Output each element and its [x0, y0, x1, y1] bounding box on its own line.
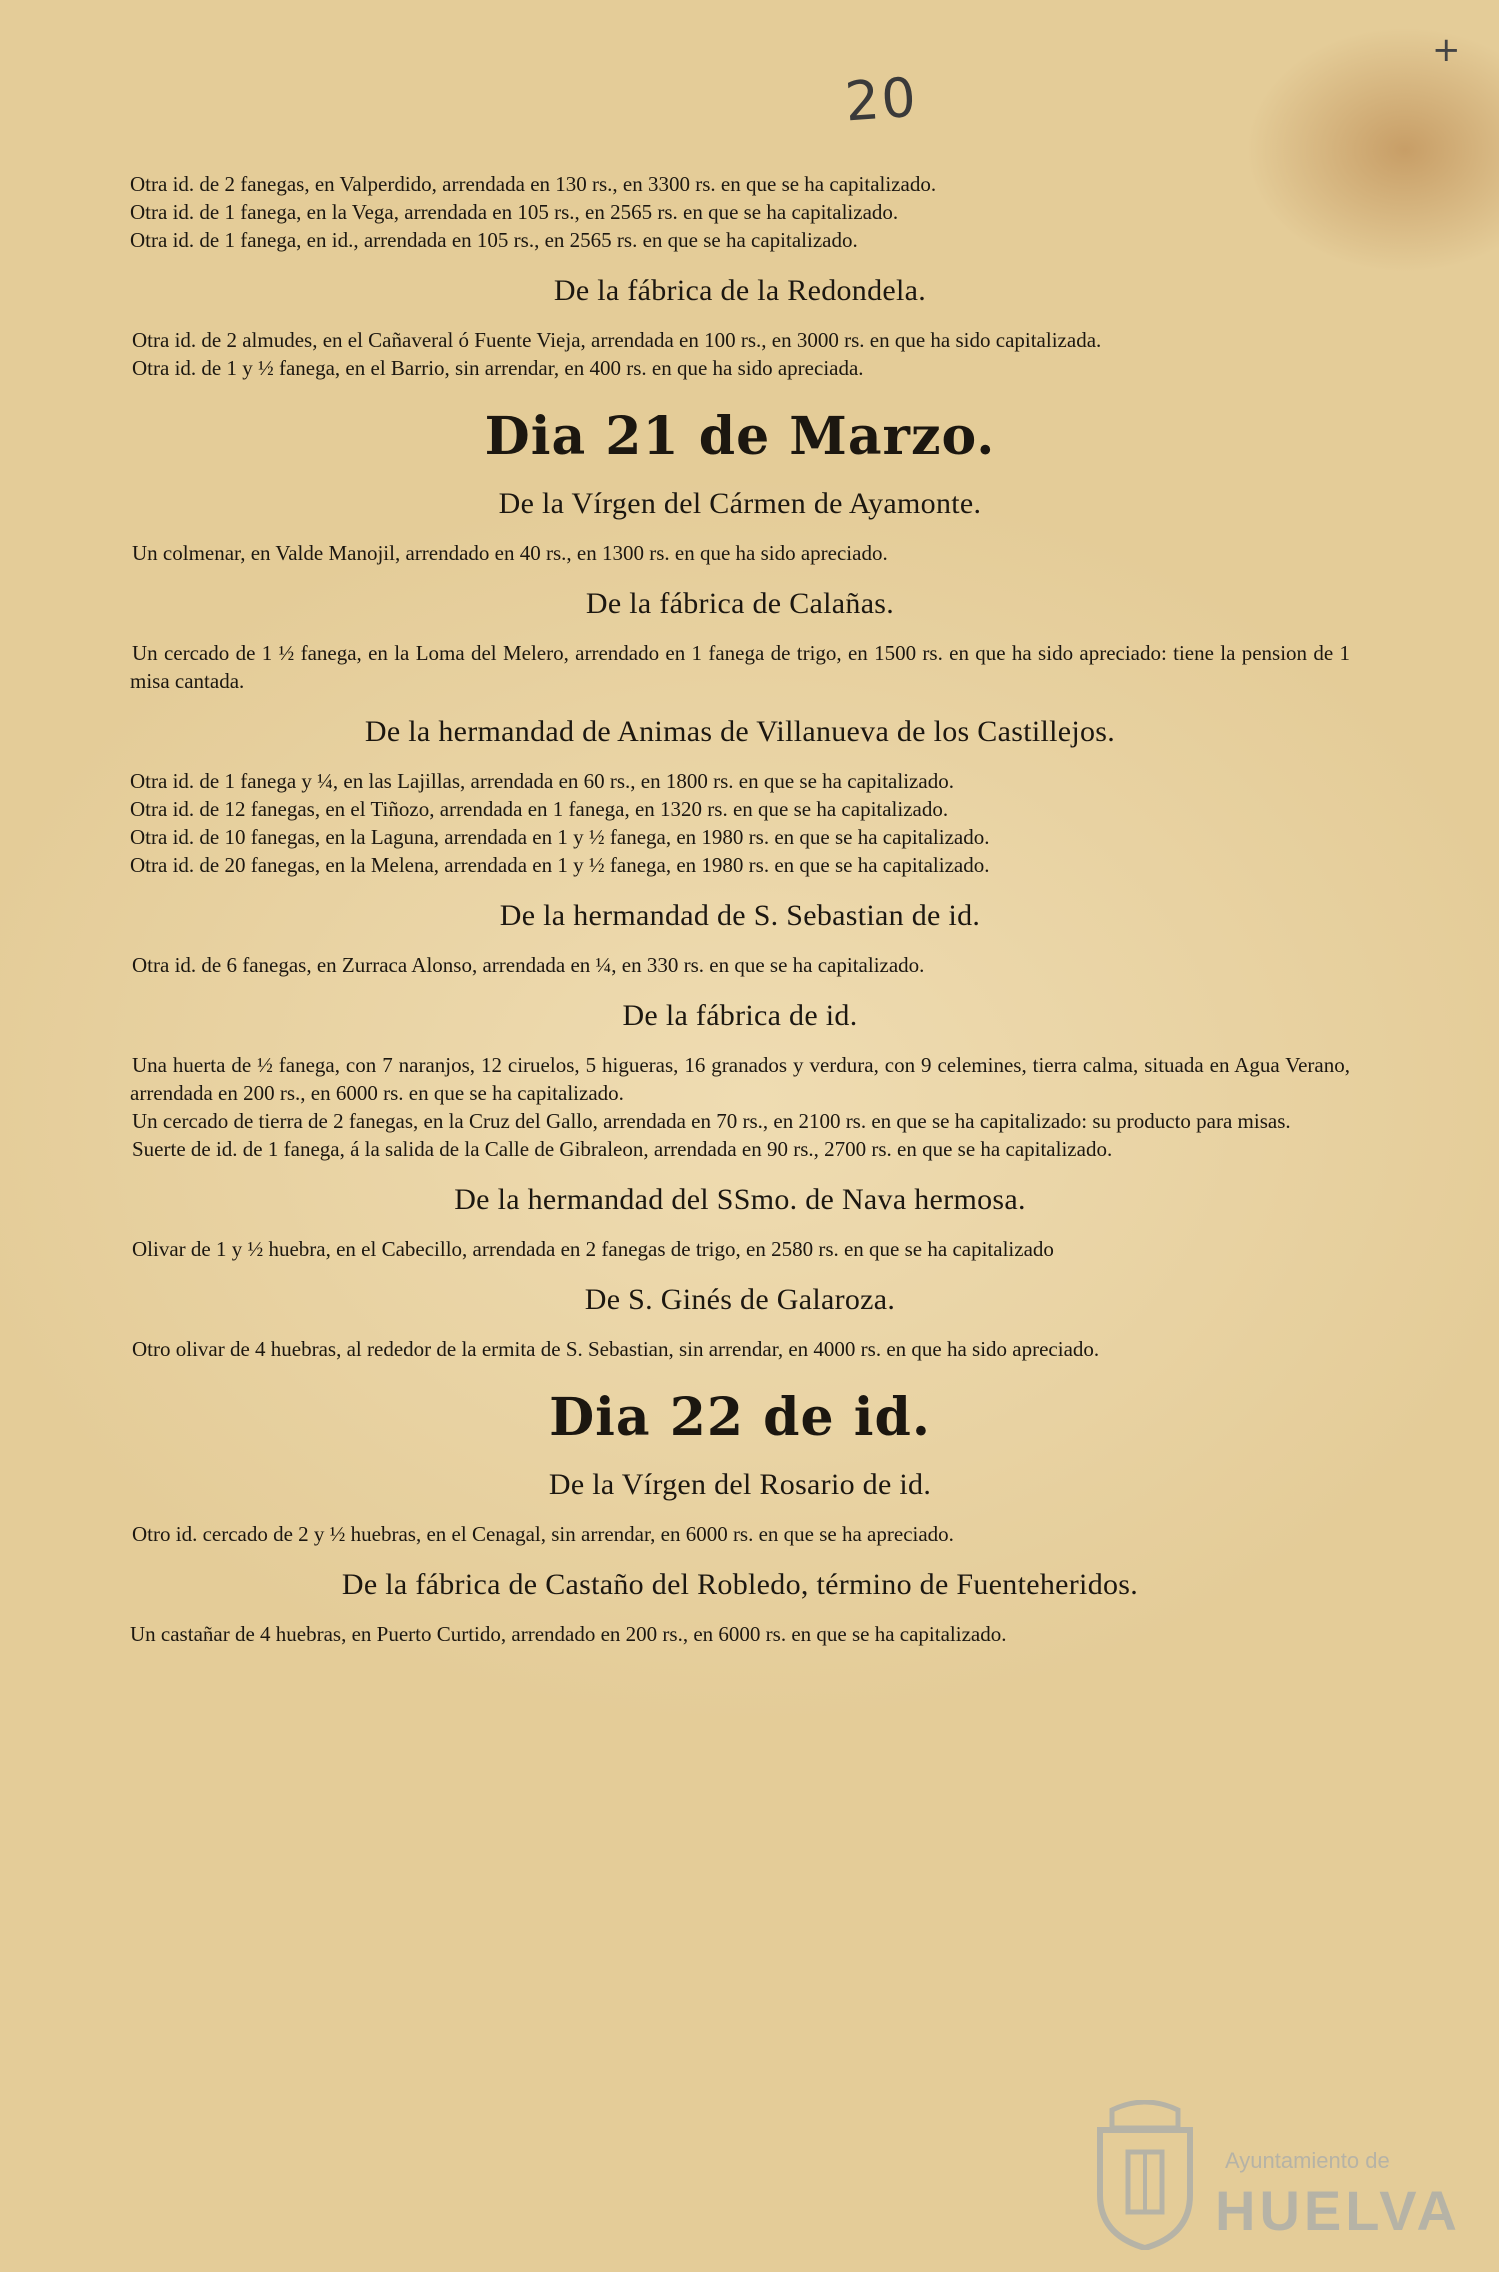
section-heading: De la Vírgen del Rosario de id.: [548, 1468, 932, 1501]
watermark-line-2: HUELVA: [1215, 2179, 1461, 2242]
property-entry: Otra id. de 2 fanegas, en Valperdido, arrendada en 130 rs., en 3300 rs. en que se ha capitalizado.: [130, 172, 937, 196]
section-heading: De la fábrica de id.: [622, 999, 858, 1032]
document-body: [130, 170, 1350, 1648]
property-entry: Otro id. cercado de 2 y ½ huebras, en el Cenagal, sin arrendar, en 6000 rs. en que se ha apreciado.: [132, 1522, 954, 1546]
archive-watermark: [1090, 2100, 1461, 2250]
section-heading: De S. Ginés de Galaroza.: [584, 1283, 896, 1316]
property-entry: Un cercado de 1 ½ fanega, en la Loma del Melero, arrendado en 1 fanega de trigo, en 1500 rs. en que ha sido apreciado: tiene la pension de 1 misa cantada.: [130, 641, 1350, 693]
property-entry: Un colmenar, en Valde Manojil, arrendado en 40 rs., en 1300 rs. en que ha sido apreciado.: [132, 541, 888, 565]
property-entry: Otra id. de 6 fanegas, en Zurraca Alonso, arrendada en ¼, en 330 rs. en que se ha capitalizado.: [132, 953, 925, 977]
section-heading: De la hermandad de Animas de Villanueva de los Castillejos.: [364, 715, 1116, 748]
property-entry: Otra id. de 2 almudes, en el Cañaveral ó Fuente Vieja, arrendada en 100 rs., en 3000 rs. en que ha sido capitalizada.: [132, 328, 1102, 352]
day-heading: Dia 21 de Marzo.: [484, 406, 996, 467]
property-entry: Otra id. de 12 fanegas, en el Tiñozo, arrendada en 1 fanega, en 1320 rs. en que se ha capitalizado.: [130, 797, 949, 821]
property-entry: Otra id. de 10 fanegas, en la Laguna, arrendada en 1 y ½ fanega, en 1980 rs. en que se ha capitalizado.: [130, 825, 990, 849]
property-entry: Un castañar de 4 huebras, en Puerto Curtido, arrendado en 200 rs., en 6000 rs. en que se ha capitalizado.: [130, 1622, 1007, 1646]
section-heading: De la hermandad del SSmo. de Nava hermosa.: [454, 1183, 1026, 1216]
section-heading: De la fábrica de Calañas.: [585, 587, 895, 620]
property-entry: Olivar de 1 y ½ huebra, en el Cabecillo, arrendada en 2 fanegas de trigo, en 2580 rs. en que se ha capitalizado: [132, 1237, 1054, 1261]
folio-number: 20: [842, 65, 920, 134]
property-entry: Otra id. de 1 fanega, en id., arrendada en 105 rs., en 2565 rs. en que se ha capitalizado.: [130, 228, 858, 252]
property-entry: Otra id. de 20 fanegas, en la Melena, arrendada en 1 y ½ fanega, en 1980 rs. en que se ha capitalizado.: [130, 853, 990, 877]
section-heading: De la Vírgen del Cármen de Ayamonte.: [498, 487, 982, 520]
corner-mark: +: [1432, 30, 1461, 70]
property-entry: Otra id. de 1 fanega y ¼, en las Lajillas, arrendada en 60 rs., en 1800 rs. en que se ha capitalizado.: [130, 769, 954, 793]
day-heading: Dia 22 de id.: [549, 1387, 931, 1448]
property-entry: Otro olivar de 4 huebras, al rededor de la ermita de S. Sebastian, sin arrendar, en 4000 rs. en que ha sido apreciado.: [132, 1337, 1100, 1361]
property-entry: Una huerta de ½ fanega, con 7 naranjos, 12 ciruelos, 5 higueras, 16 granados y verdura, con 9 celemines, tierra calma, situada en Agua Verano, arrendada en 200 rs., en 6000 rs. en que se ha capitalizado.: [130, 1053, 1350, 1105]
section-heading: De la fábrica de la Redondela.: [553, 274, 927, 307]
coat-of-arms-icon: [1090, 2100, 1200, 2250]
section-heading: De la hermandad de S. Sebastian de id.: [499, 899, 981, 932]
property-entry: Otra id. de 1 y ½ fanega, en el Barrio, sin arrendar, en 400 rs. en que ha sido apreciada.: [132, 356, 864, 380]
property-entry: Suerte de id. de 1 fanega, á la salida de la Calle de Gibraleon, arrendada en 90 rs., 2700 rs. en que se ha capitalizado.: [132, 1137, 1113, 1161]
property-entry: Otra id. de 1 fanega, en la Vega, arrendada en 105 rs., en 2565 rs. en que se ha capitalizado.: [130, 200, 899, 224]
watermark-line-1: Ayuntamiento de: [1225, 2148, 1390, 2173]
section-heading: De la fábrica de Castaño del Robledo, término de Fuenteheridos.: [341, 1568, 1139, 1601]
property-entry: Un cercado de tierra de 2 fanegas, en la Cruz del Gallo, arrendada en 70 rs., en 2100 rs. en que se ha capitalizado: su producto para misas.: [132, 1109, 1291, 1133]
